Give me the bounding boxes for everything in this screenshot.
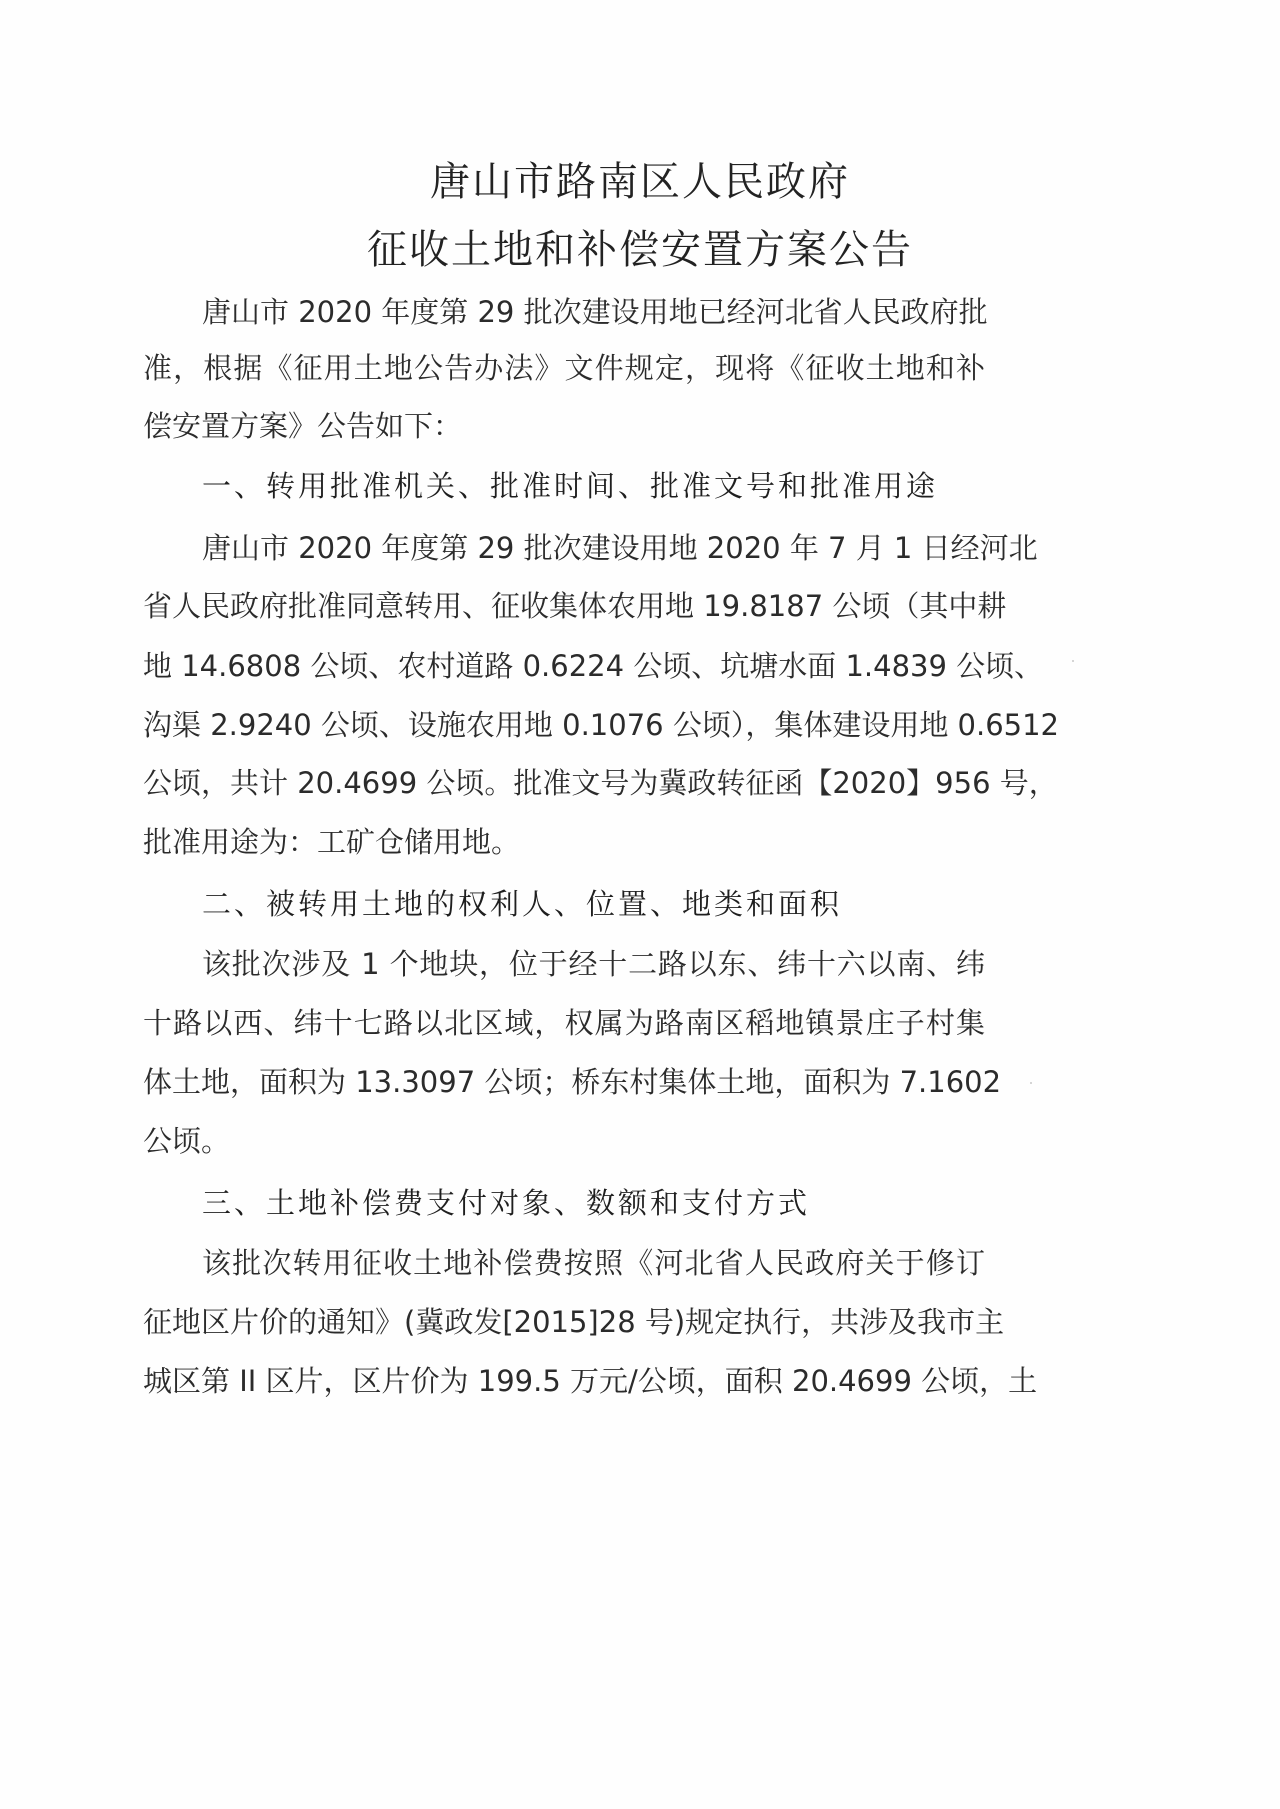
section-3-heading: 三、土地补偿费支付对象、数额和支付方式 (202, 1186, 811, 1220)
scan-speck (1072, 660, 1074, 662)
intro-line-1: 唐山市 2020 年度第 29 批次建设用地已经河北省人民政府批 (202, 295, 988, 329)
section-1-line-6: 批准用途为：工矿仓储用地。 (143, 825, 521, 859)
section-1-line-2: 省人民政府批准同意转用、征收集体农用地 19.8187 公顷（其中耕 (143, 589, 1007, 623)
section-1-heading: 一、转用批准机关、批准时间、批准文号和批准用途 (202, 469, 939, 503)
section-2-line-4: 公顷。 (143, 1124, 231, 1158)
intro-line-2: 准，根据《征用土地公告办法》文件规定，现将《征收土地和补 (143, 351, 985, 385)
section-3-line-1: 该批次转用征收土地补偿费按照《河北省人民政府关于修订 (202, 1246, 985, 1280)
section-2-line-3: 体土地，面积为 13.3097 公顷；桥东村集体土地，面积为 7.1602 (143, 1065, 1002, 1099)
section-3-line-2: 征地区片价的通知》(冀政发[2015]28 号)规定执行，共涉及我市主 (143, 1305, 1005, 1339)
scan-speck (1030, 1082, 1032, 1084)
section-1-line-4: 沟渠 2.9240 公顷、设施农用地 0.1076 公顷），集体建设用地 0.6512 (143, 708, 1060, 742)
section-3-line-3: 城区第 II 区片，区片价为 199.5 万元/公顷，面积 20.4699 公顷，土 (143, 1364, 1038, 1398)
section-2-line-1: 该批次涉及 1 个地块，位于经十二路以东、纬十六以南、纬 (202, 947, 985, 981)
section-2-line-2: 十路以西、纬十七路以北区域，权属为路南区稻地镇景庄子村集 (143, 1006, 985, 1040)
section-1-line-3: 地 14.6808 公顷、农村道路 0.6224 公顷、坑塘水面 1.4839 公顷、 (143, 649, 1044, 683)
section-1-line-1: 唐山市 2020 年度第 29 批次建设用地 2020 年 7 月 1 日经河北 (202, 531, 1038, 565)
intro-line-3: 偿安置方案》公告如下： (143, 409, 463, 443)
section-1-line-5: 公顷，共计 20.4699 公顷。批准文号为冀政转征函【2020】956 号， (143, 766, 1058, 800)
section-2-heading: 二、被转用土地的权利人、位置、地类和面积 (202, 887, 843, 921)
document-title-line-2: 征收土地和补偿安置方案公告 (367, 227, 913, 273)
document-title-line-1: 唐山市路南区人民政府 (430, 159, 850, 205)
